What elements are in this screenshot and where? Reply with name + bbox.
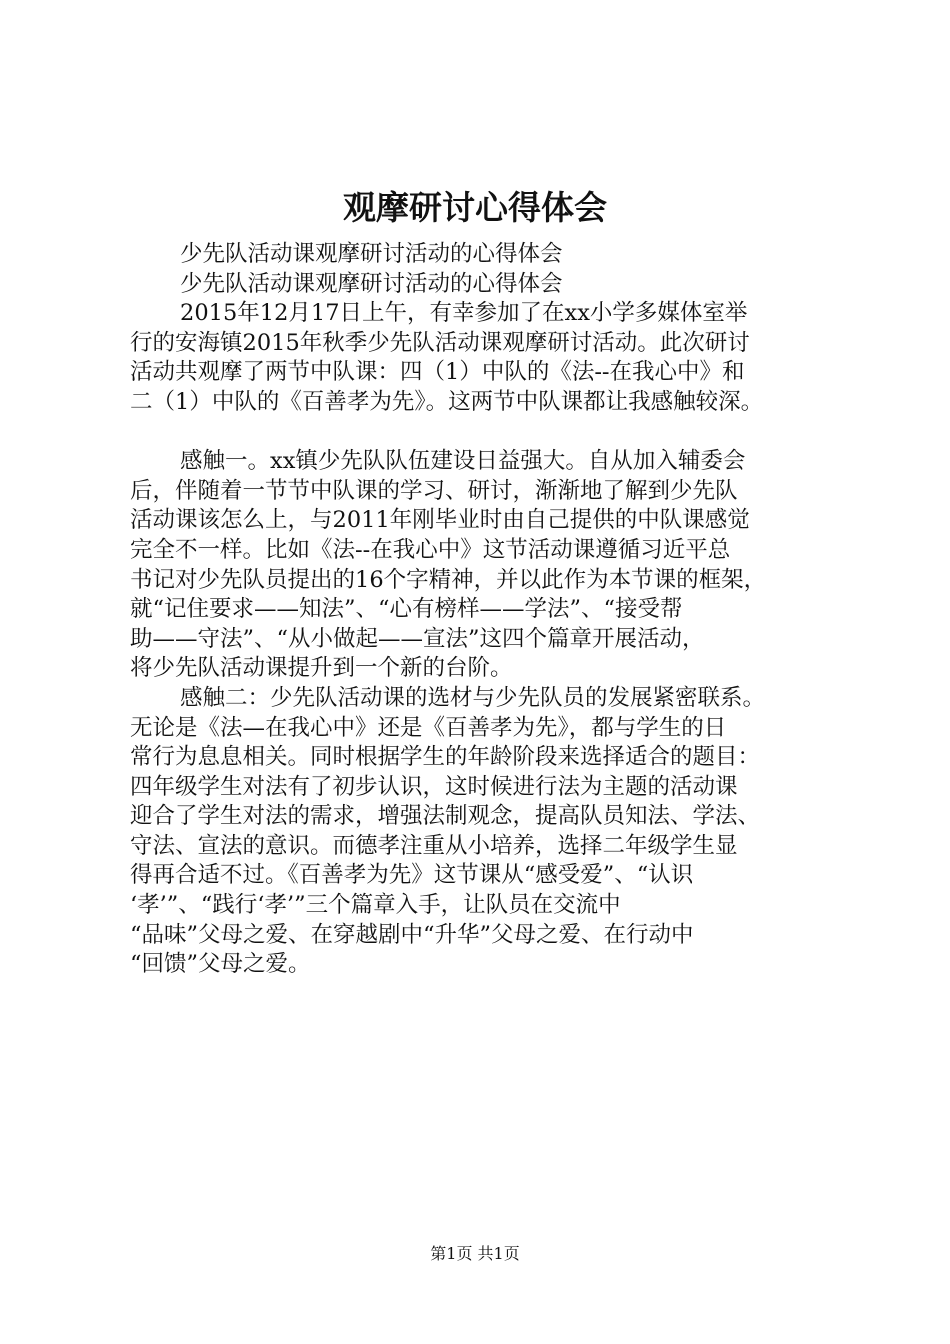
page-footer: 第1页 共1页 bbox=[430, 1244, 520, 1263]
paragraph-line: 感触一。xx镇少先队队伍建设日益强大。自从加入辅委会 bbox=[180, 448, 746, 475]
paragraph-line: 常行为息息相关。同时根据学生的年龄阶段来选择适合的题目： bbox=[130, 744, 761, 771]
paragraph-line: 得再合适不过。《百善孝为先》这节课从“感受爱”、“认识 bbox=[130, 862, 694, 889]
paragraph-line: 迎合了学生对法的需求，增强法制观念，提高队员知法、学法、 bbox=[130, 803, 761, 830]
paragraph-line: 书记对少先队员提出的16个字精神，并以此作为本节课的框架， bbox=[130, 566, 767, 593]
paragraph-line: 活动课该怎么上，与2011年刚毕业时由自己提供的中队课感觉 bbox=[130, 507, 750, 534]
paragraph-spacer bbox=[130, 418, 830, 448]
document-title: 观摩研讨心得体会 bbox=[343, 188, 607, 227]
paragraph-line: “回馈”父母之爱。 bbox=[130, 951, 311, 978]
paragraph-line: 2015年12月17日上午，有幸参加了在xx小学多媒体室举 bbox=[180, 300, 748, 327]
paragraph-line: “品味”父母之爱、在穿越剧中“升华”父母之爱、在行动中 bbox=[130, 921, 694, 948]
paragraph-line: ‘孝’”、“践行‘孝’”三个篇章入手，让队员在交流中 bbox=[130, 892, 621, 919]
paragraph-line: 感触二：少先队活动课的选材与少先队员的发展紧密联系。 bbox=[180, 684, 766, 711]
paragraph-line: 行的安海镇2015年秋季少先队活动课观摩研讨活动。此次研讨 bbox=[130, 329, 750, 356]
subtitle-line: 少先队活动课观摩研讨活动的心得体会 bbox=[180, 241, 563, 267]
paragraph-line: 将少先队活动课提升到一个新的台阶。 bbox=[130, 655, 513, 682]
paragraph-line: 活动共观摩了两节中队课：四（1）中队的《法--在我心中》和 bbox=[130, 359, 745, 386]
paragraph-line: 守法、宣法的意识。而德孝注重从小培养，选择二年级学生显 bbox=[130, 832, 738, 859]
subtitle-line: 少先队活动课观摩研讨活动的心得体会 bbox=[180, 270, 563, 297]
paragraph-line: 后，伴随着一节节中队课的学习、研讨，渐渐地了解到少先队 bbox=[130, 477, 738, 504]
document-body bbox=[130, 240, 830, 980]
paragraph-line: 完全不一样。比如《法--在我心中》这节活动课遵循习近平总 bbox=[130, 536, 731, 563]
paragraph-line: 无论是《法—在我心中》还是《百善孝为先》，都与学生的日 bbox=[130, 714, 727, 741]
paragraph-line: 就“记住要求——知法”、“心有榜样——学法”、“接受帮 bbox=[130, 596, 683, 623]
paragraph-line: 四年级学生对法有了初步认识，这时候进行法为主题的活动课 bbox=[130, 773, 738, 800]
paragraph-line: 二（1）中队的《百善孝为先》。这两节中队课都让我感触较深。 bbox=[130, 388, 764, 415]
paragraph-line: 助——守法”、“从小做起——宣法”这四个篇章开展活动， bbox=[130, 625, 705, 652]
